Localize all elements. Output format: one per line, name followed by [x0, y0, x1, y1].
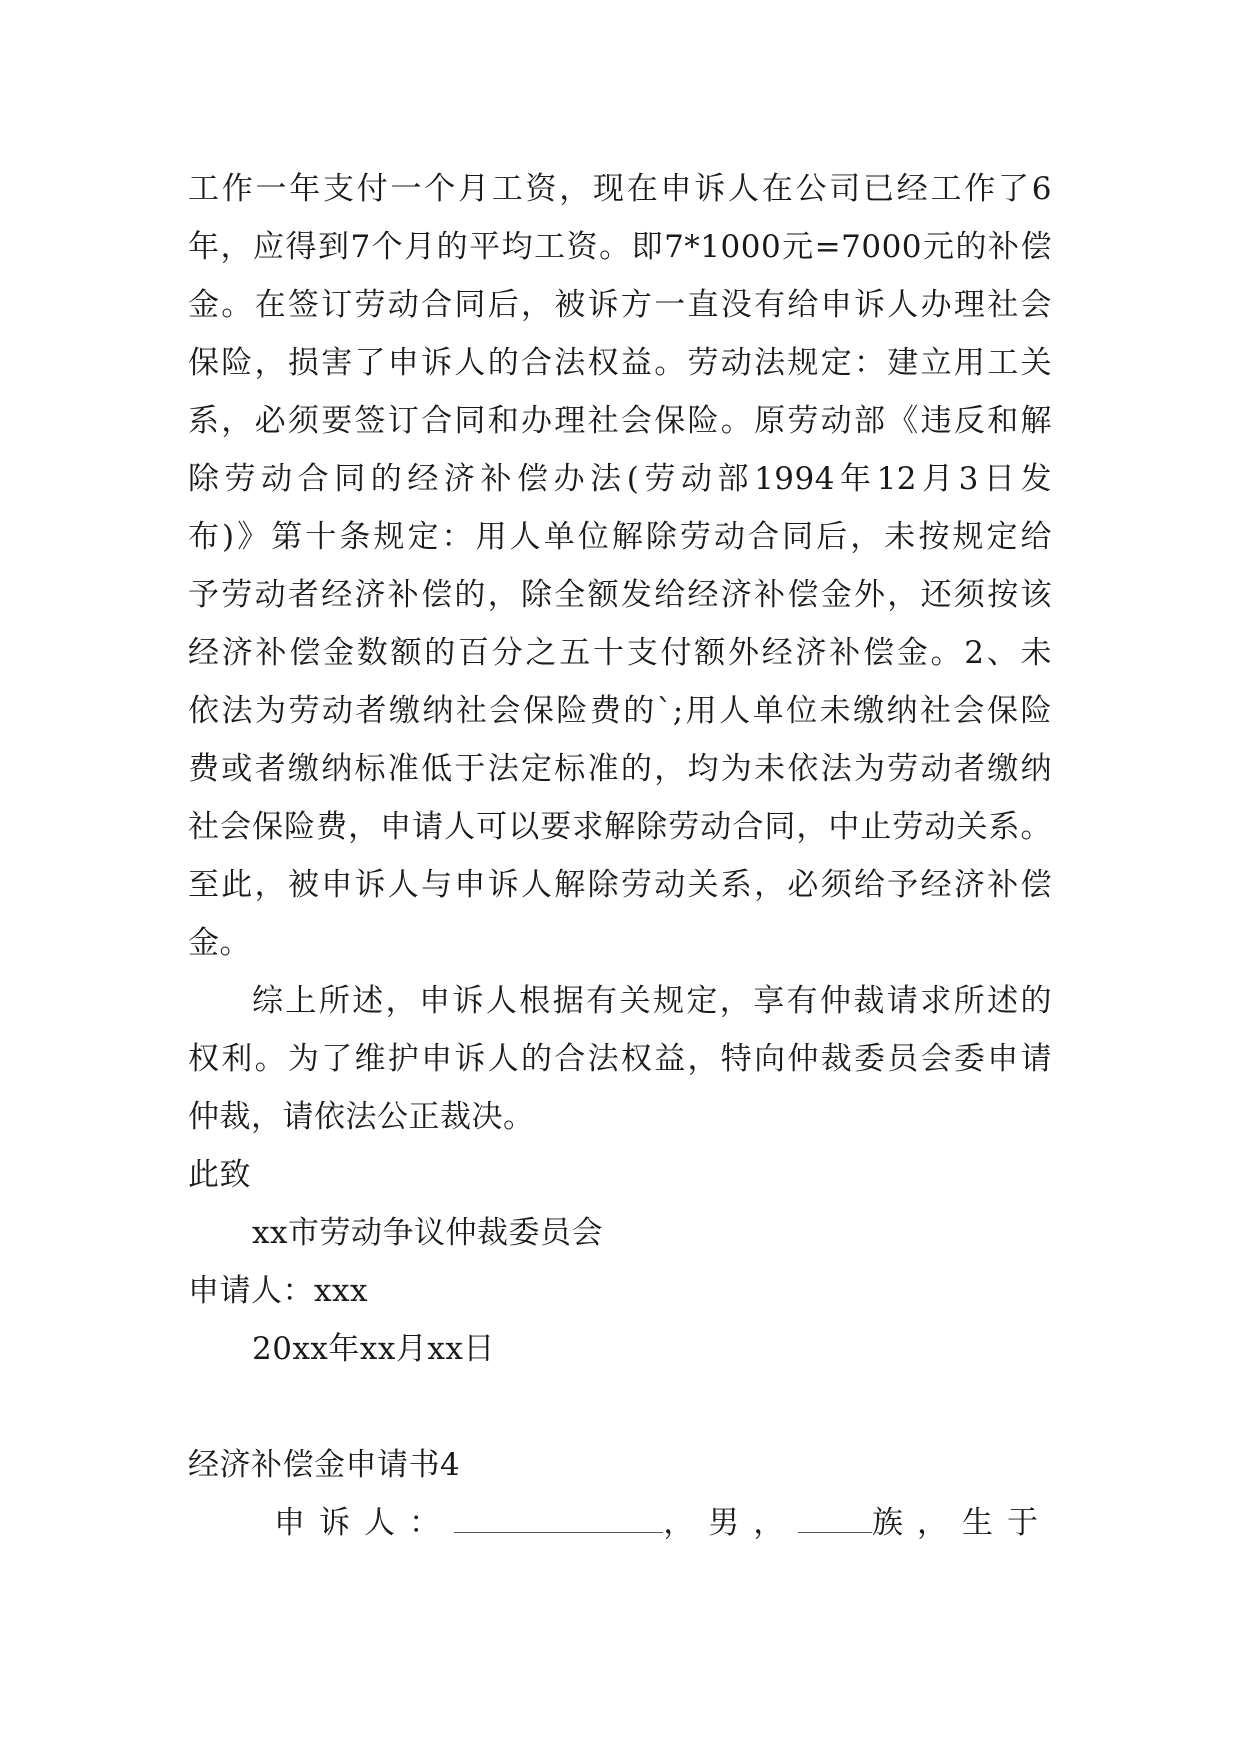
- conclusion-line: 仲裁，请依法公正裁决。: [188, 1099, 535, 1135]
- claimant-line: [188, 1494, 1052, 1552]
- body-line: 社会保险费，申请人可以要求解除劳动合同，中止劳动关系。: [188, 809, 1052, 845]
- salutation: 此致: [188, 1157, 251, 1193]
- body-line: 予劳动者经济补偿的，除全额发给经济补偿金外，还须按该: [188, 577, 1052, 613]
- body-line: 年，应得到7个月的平均工资。即7*1000元=7000元的补偿: [188, 229, 1052, 265]
- section-gap: [188, 1378, 1052, 1436]
- body-line: 至此，被申诉人与申诉人解除劳动关系，必须给予经济补偿: [188, 867, 1052, 903]
- document-page: [188, 160, 1052, 1552]
- body-line: 工作一年支付一个月工资，现在申诉人在公司已经工作了6: [188, 171, 1052, 207]
- claimant-ethnicity-suffix: 族，: [872, 1505, 962, 1541]
- body-line: 保险，损害了申诉人的合法权益。劳动法规定：建立用工关: [188, 345, 1052, 381]
- body-line: 布)》第十条规定：用人单位解除劳动合同后，未按规定给: [188, 519, 1052, 555]
- claimant-label: 申诉人：: [274, 1505, 454, 1541]
- applicant-signature: 申请人：xxx: [188, 1273, 368, 1309]
- body-line: 费或者缴纳标准低于法定标准的，均为未依法为劳动者缴纳: [188, 751, 1052, 787]
- body-line: 系，必须要签订合同和办理社会保险。原劳动部《违反和解: [188, 403, 1052, 439]
- body-line: 金。: [188, 925, 251, 961]
- conclusion-line: 权利。为了维护申诉人的合法权益，特向仲裁委员会委申请: [188, 1041, 1052, 1077]
- signature-date: 20xx年xx月xx日: [252, 1331, 495, 1367]
- claimant-name-blank: [454, 1504, 663, 1533]
- claimant-gender: ，男，: [663, 1505, 799, 1541]
- body-line: 依法为劳动者缴纳社会保险费的`;用人单位未缴纳社会保险: [188, 693, 1052, 729]
- body-line: 经济补偿金数额的百分之五十支付额外经济补偿金。2、未: [188, 635, 1052, 671]
- body-line: 金。在签订劳动合同后，被诉方一直没有给申诉人办理社会: [188, 287, 1052, 323]
- recipient: xx市劳动争议仲裁委员会: [252, 1215, 603, 1251]
- conclusion-line: 综上所述，申诉人根据有关规定，享有仲裁请求所述的: [252, 983, 1052, 1019]
- section-title: 经济补偿金申请书4: [188, 1447, 461, 1483]
- claimant-ethnicity-blank: [798, 1504, 872, 1533]
- claimant-born: 生于: [962, 1505, 1052, 1541]
- body-line: 除劳动合同的经济补偿办法(劳动部1994年12月3日发: [188, 461, 1052, 497]
